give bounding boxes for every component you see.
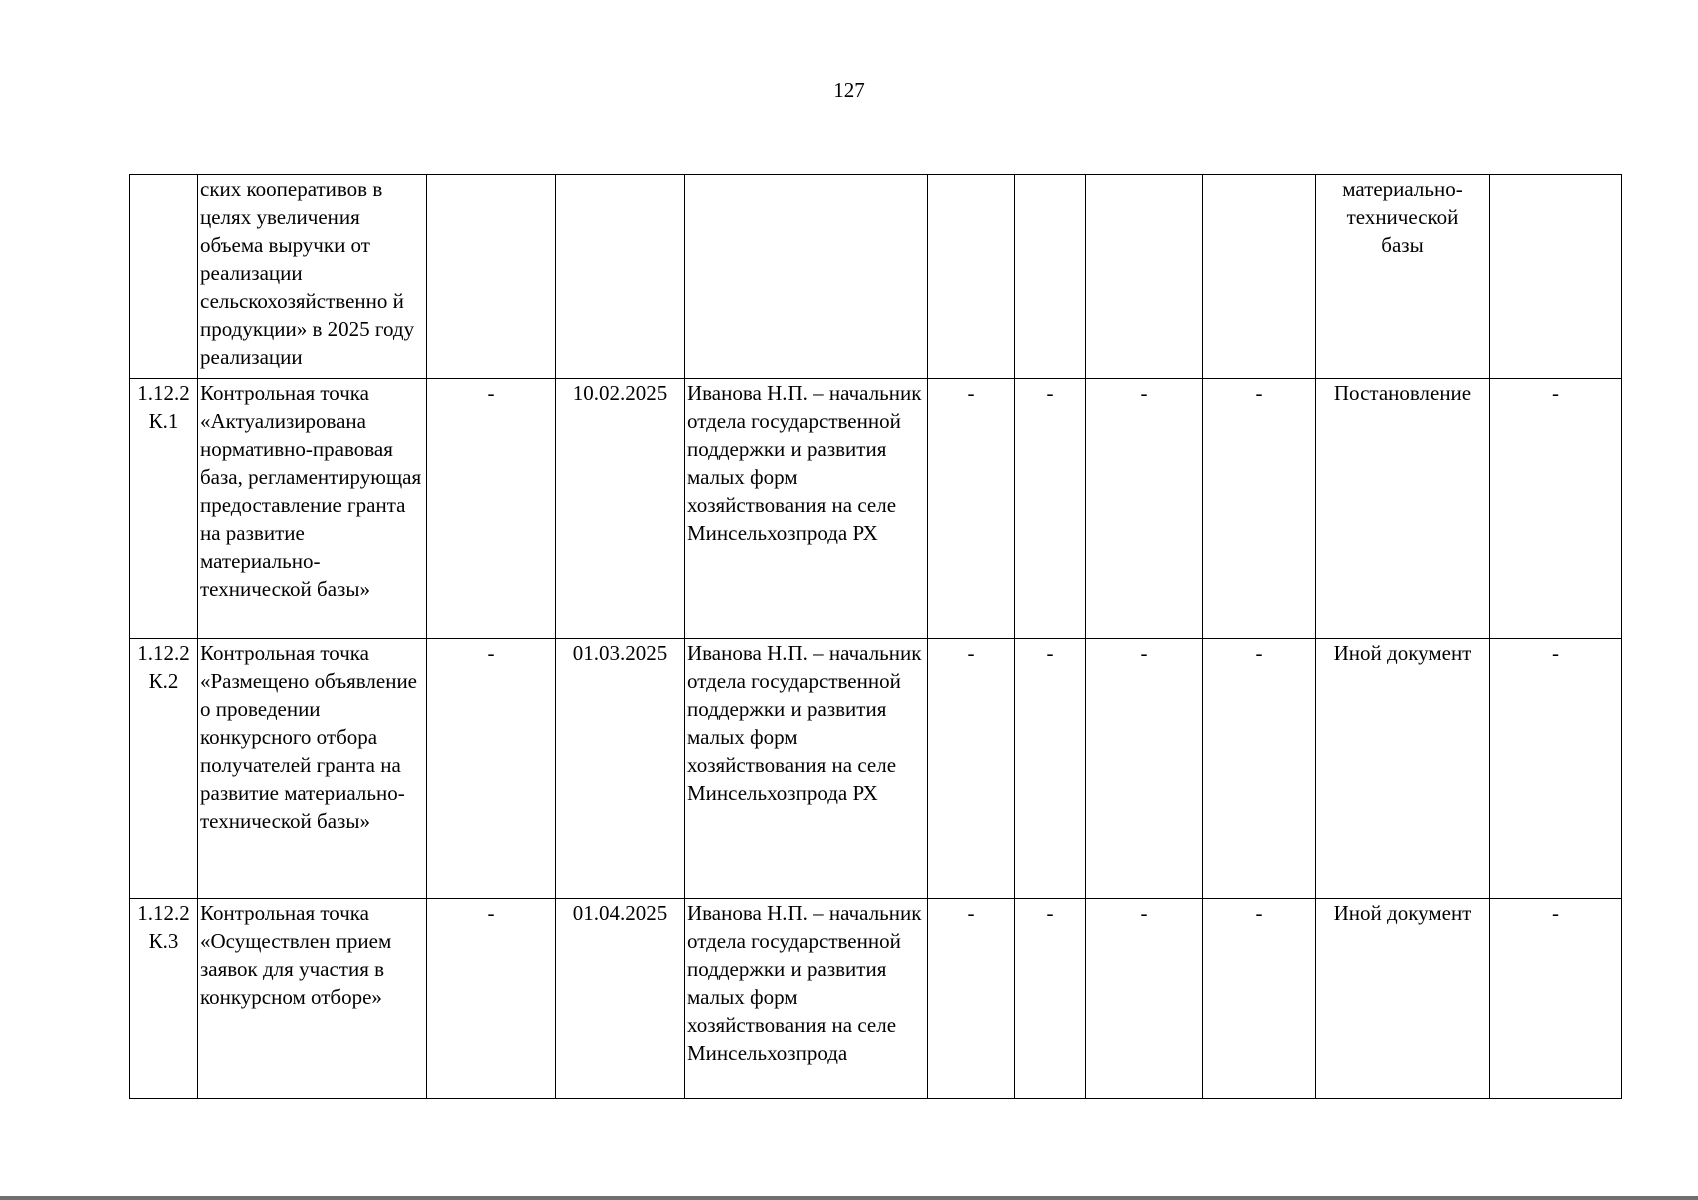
table-row (130, 639, 1622, 899)
cell-col11: - (1490, 379, 1622, 639)
cell-name: Контрольная точка «Размещено объявление о проведении конкурсного отбора получателей гранта на развитие материально-технической базы» (198, 639, 427, 899)
cell-number: 1.12.2 К.3 (130, 899, 198, 1099)
cell-col6 (928, 175, 1015, 379)
cell-number: 1.12.2 К.2 (130, 639, 198, 899)
cell-document-type: Постановление (1316, 379, 1490, 639)
cell-date (556, 175, 685, 379)
table-row (130, 379, 1622, 639)
cell-date: 10.02.2025 (556, 379, 685, 639)
page-number: 127 (833, 78, 865, 102)
control-points-table (129, 174, 1622, 1099)
cell-document-type: материально- технической базы (1316, 175, 1490, 379)
cell-col7: - (1015, 899, 1086, 1099)
table-row (130, 899, 1622, 1099)
cell-date: 01.04.2025 (556, 899, 685, 1099)
cell-name: Контрольная точка «Актуализирована нормативно-правовая база, регламентирующая предоставление гранта на развитие материально-технической базы» (198, 379, 427, 639)
cell-col8: - (1086, 899, 1203, 1099)
cell-col9: - (1203, 379, 1316, 639)
cell-col7 (1015, 175, 1086, 379)
cell-col11 (1490, 175, 1622, 379)
cell-col8: - (1086, 379, 1203, 639)
cell-col3: - (427, 899, 556, 1099)
cell-col3: - (427, 639, 556, 899)
cell-responsible: Иванова Н.П. – начальник отдела государственной поддержки и развития малых форм хозяйствования на селе Минсельхозпрода РХ (685, 639, 928, 899)
cell-responsible: Иванова Н.П. – начальник отдела государственной поддержки и развития малых форм хозяйствования на селе Минсельхозпрода РХ (685, 379, 928, 639)
cell-date: 01.03.2025 (556, 639, 685, 899)
cell-responsible: Иванова Н.П. – начальник отдела государственной поддержки и развития малых форм хозяйствования на селе Минсельхозпрода (685, 899, 928, 1099)
cell-col11: - (1490, 639, 1622, 899)
cell-col6: - (928, 899, 1015, 1099)
cell-col6: - (928, 379, 1015, 639)
cell-responsible (685, 175, 928, 379)
cell-col11: - (1490, 899, 1622, 1099)
cell-col8 (1086, 175, 1203, 379)
cell-col6: - (928, 639, 1015, 899)
cell-col9: - (1203, 639, 1316, 899)
table-row (130, 175, 1622, 379)
cell-col9 (1203, 175, 1316, 379)
cell-number: 1.12.2 К.1 (130, 379, 198, 639)
cell-document-type: Иной документ (1316, 639, 1490, 899)
cell-name: ских кооперативов в целях увеличения объема выручки от реализации сельскохозяйственно й продукции» в 2025 году реализации (198, 175, 427, 379)
cell-col3: - (427, 379, 556, 639)
cell-number (130, 175, 198, 379)
cell-document-type: Иной документ (1316, 899, 1490, 1099)
cell-col7: - (1015, 379, 1086, 639)
cell-col9: - (1203, 899, 1316, 1099)
cell-name: Контрольная точка «Осуществлен прием заявок для участия в конкурсном отборе» (198, 899, 427, 1099)
cell-col8: - (1086, 639, 1203, 899)
cell-col3 (427, 175, 556, 379)
cell-col7: - (1015, 639, 1086, 899)
scan-bottom-edge (0, 1196, 1698, 1200)
